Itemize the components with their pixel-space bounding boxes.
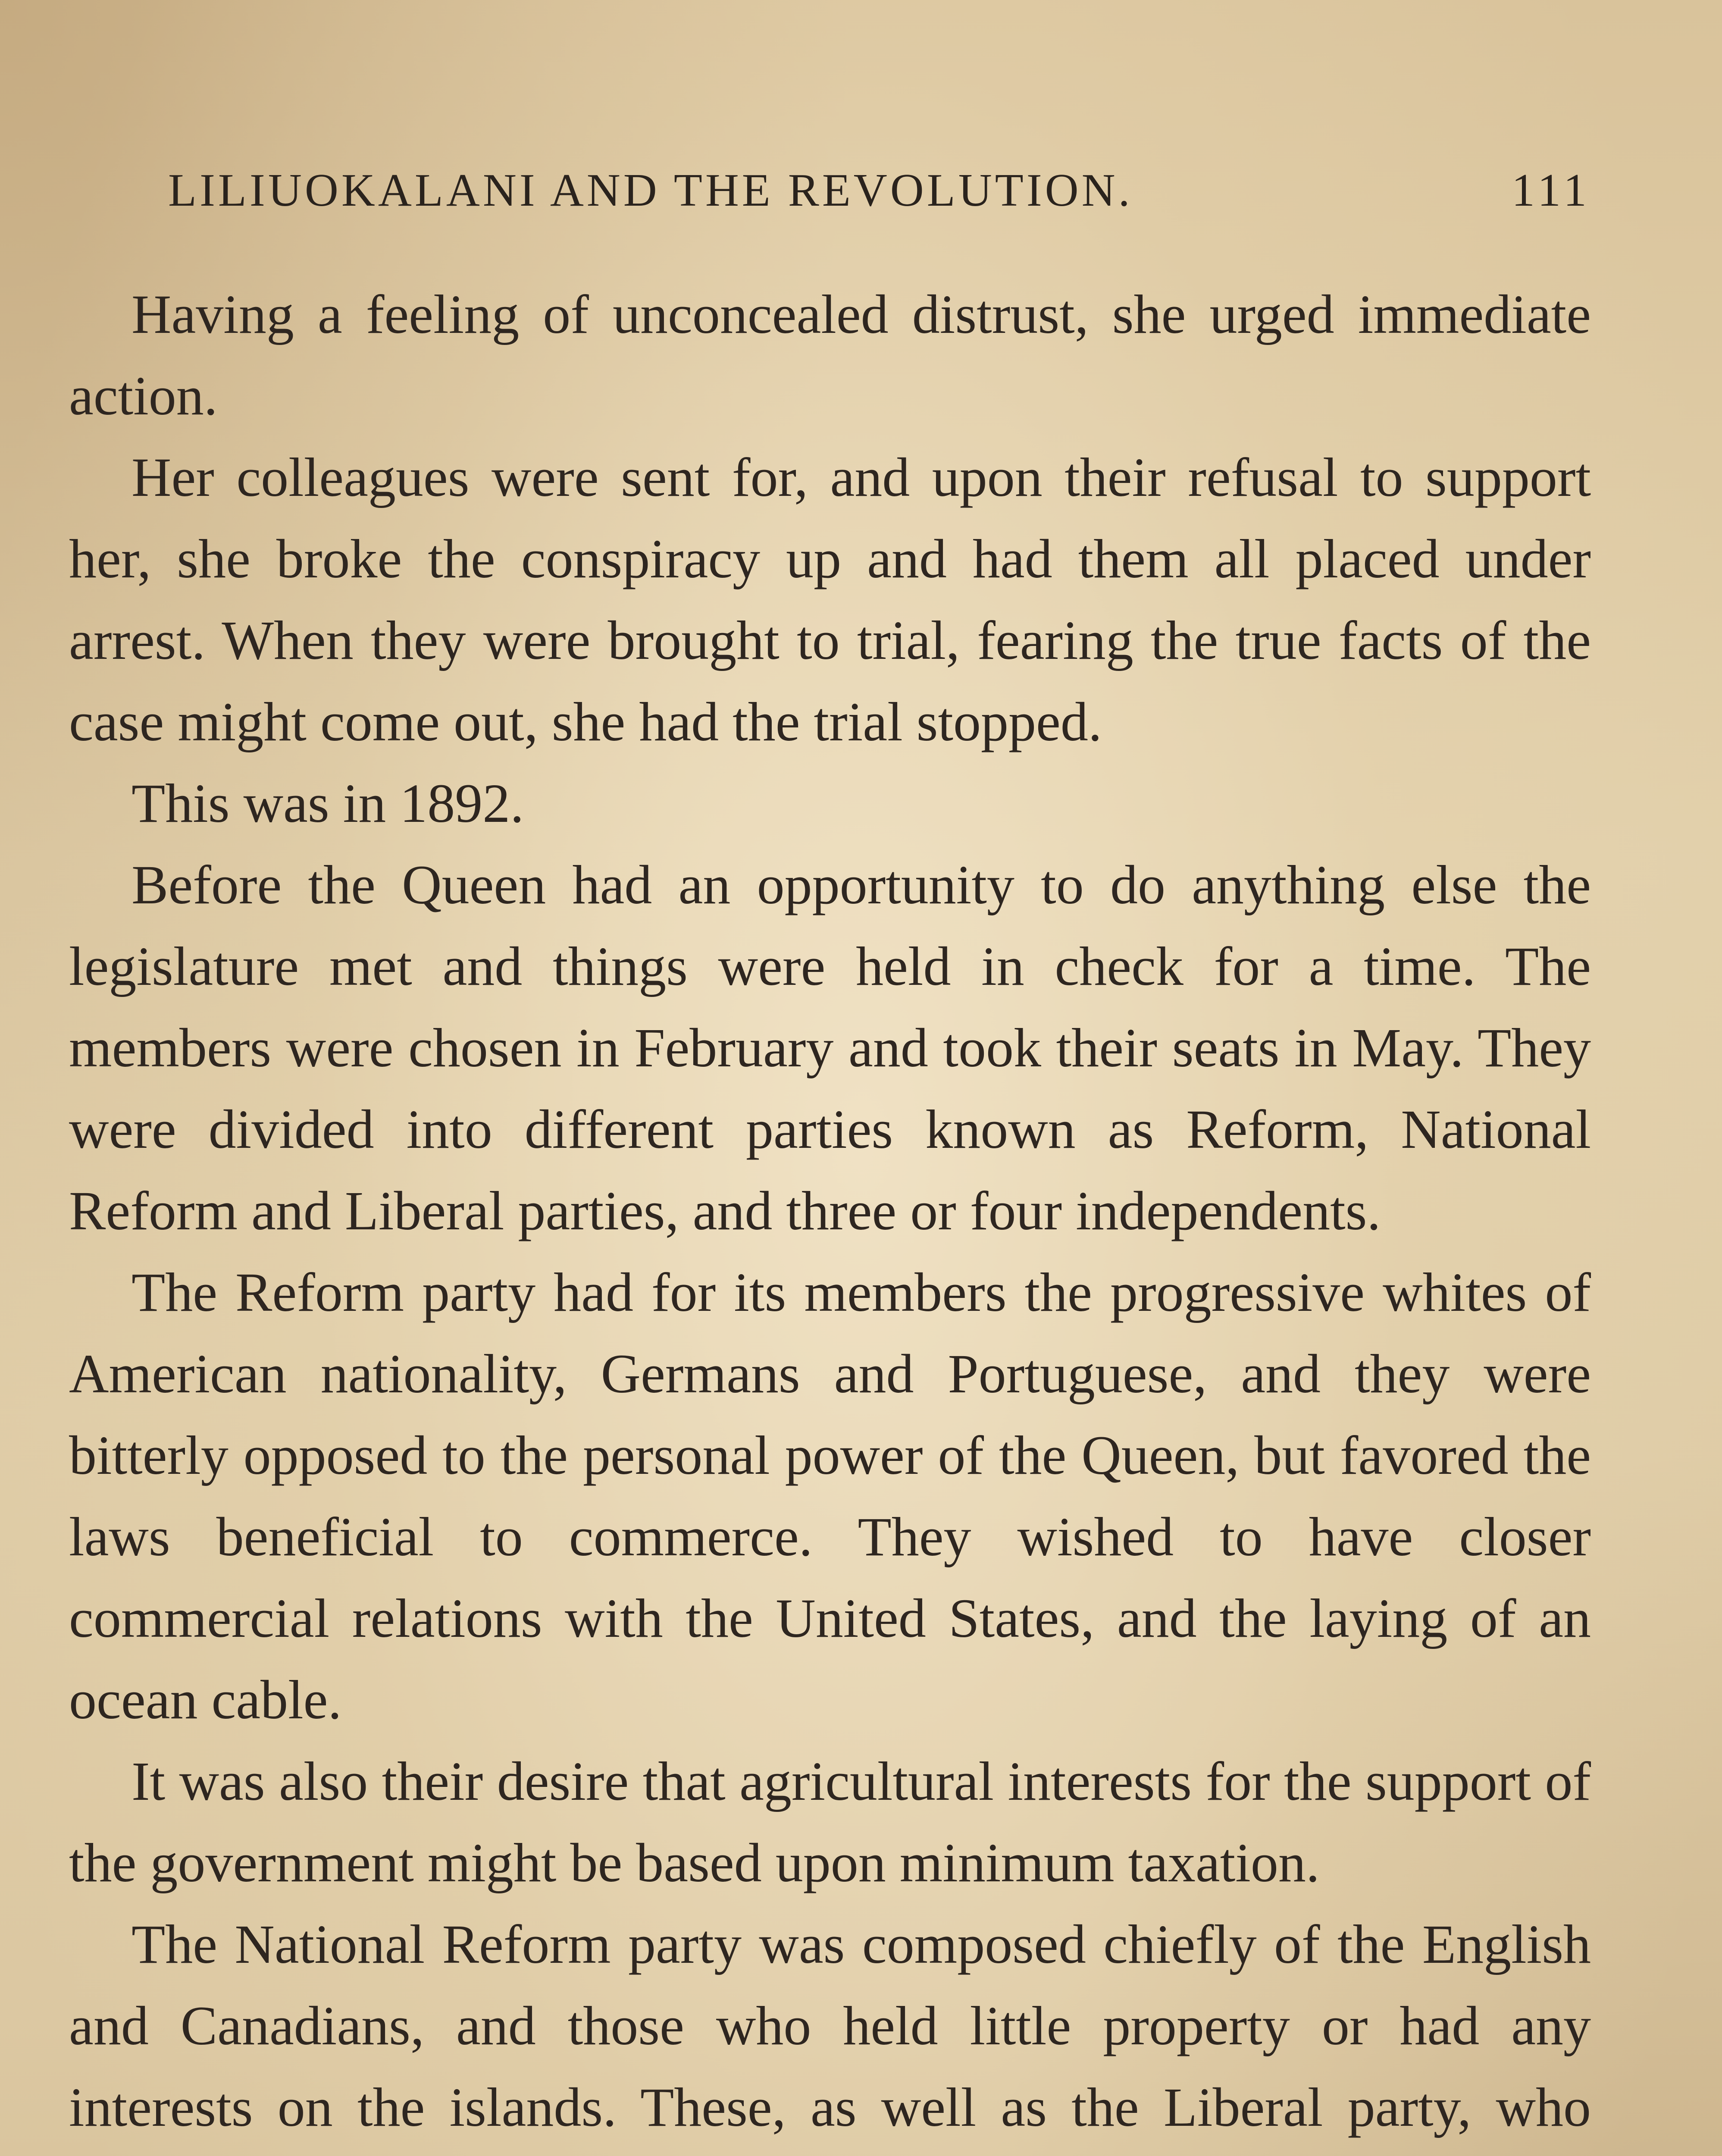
paragraph: The National Reform party was composed chiefly of the English and Canadians, and those who held little property or had any interests on the islands. These, as well as the Liberal party, who (69, 1914, 1591, 2138)
body-text (69, 274, 1591, 2156)
running-head (69, 129, 1591, 216)
paragraph: Her colleagues were sent for, and upon their refusal to support her, she broke the conspiracy up and had them all placed under arrest. When they were brought to trial, fearing the true facts of the case might come out, she had the trial stopped. (69, 447, 1591, 752)
paragraph: This was in 1892. (131, 773, 524, 834)
paragraph: Having a feeling of unconcealed distrust, she urged immediate action. (69, 284, 1591, 426)
paragraph: Before the Queen had an opportunity to do anything else the legislature met and things were held in check for a time. The members were chosen in February and took their seats in May. They were divided into different parties known as Reform, National Reform and Liberal parties, and three or four independents. (69, 854, 1591, 1241)
paragraph: The Reform party had for its members the progressive whites of American nationality, Germans and Portuguese, and they were bitterly opposed to the personal power of the Queen, but favored the laws beneficial to commerce. They wished to have closer commercial relations with the United States, and the laying of an ocean cable. (69, 1262, 1591, 1730)
running-title: LILIUOKALANI AND THE REVOLUTION. (168, 165, 1133, 216)
book-page (69, 129, 1591, 2156)
paragraph: It was also their desire that agricultural interests for the support of the government might be based upon minimum taxation. (69, 1751, 1591, 1893)
page-number: 111 (1512, 165, 1591, 216)
